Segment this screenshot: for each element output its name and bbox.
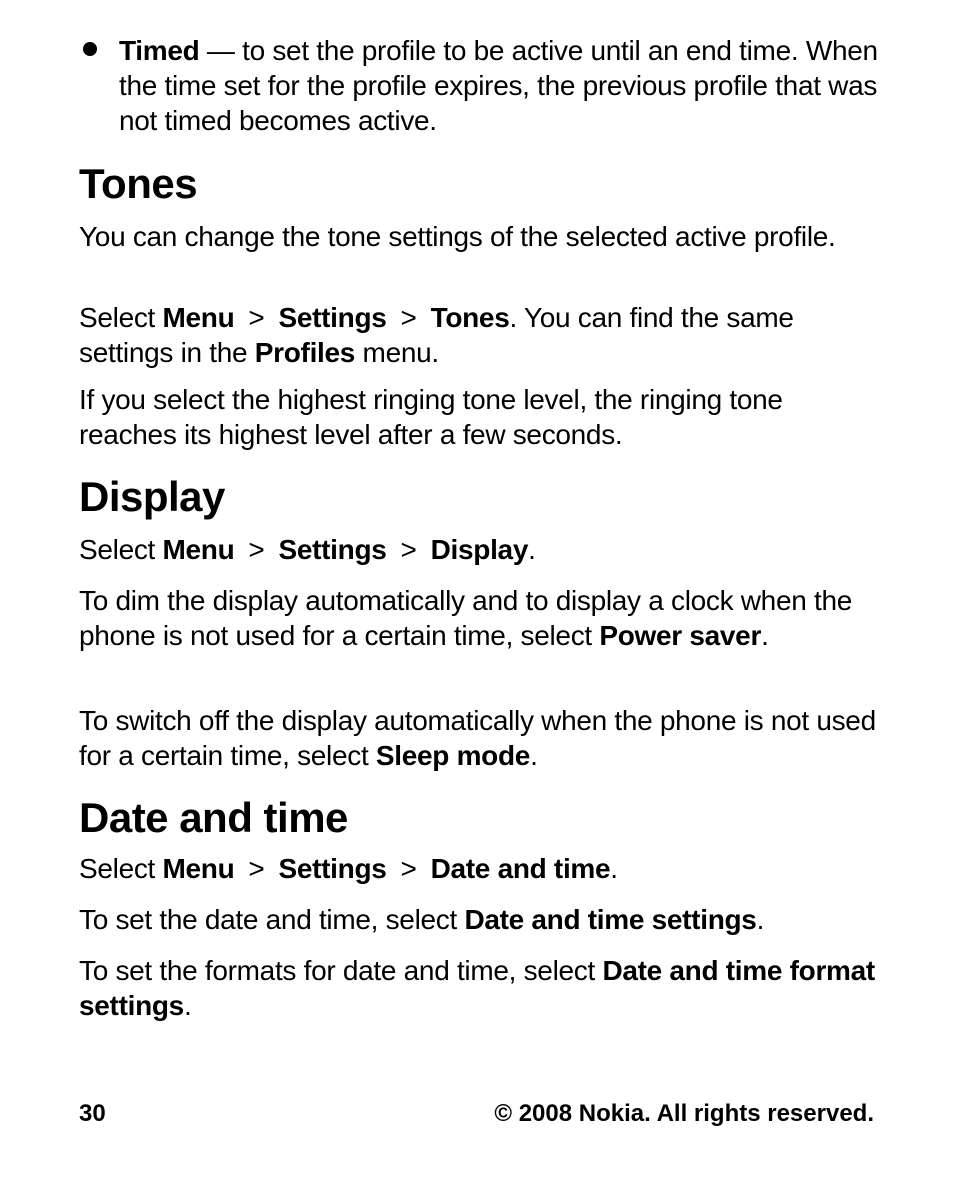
heading-tones: Tones	[79, 160, 198, 207]
power-saver-label: Power saver	[599, 620, 762, 651]
tones-paragraph-1: You can change the tone settings of the selected active profile.	[79, 221, 836, 252]
timed-description: — to set the profile to be active until an end time. When the time set for the profile expires, the previous profile that was not timed becomes active.	[119, 35, 878, 136]
bullet-item-timed	[79, 33, 879, 138]
copyright-notice: © 2008 Nokia. All rights reserved.	[494, 1100, 874, 1127]
display-paragraph-1: Select Menu > Settings > Display.	[79, 534, 536, 565]
heading-date-and-time: Date and time	[79, 794, 348, 841]
bullet-text	[119, 33, 879, 138]
path-separator: >	[248, 534, 265, 565]
menu-label: Menu	[162, 534, 235, 565]
term-timed: Timed	[119, 35, 200, 66]
date-time-paragraph-3: To set the formats for date and time, select Date and time format settings.	[79, 955, 875, 1021]
tones-label: Tones	[430, 302, 510, 333]
bullet-dot-icon	[83, 42, 97, 56]
tones-paragraph-2: Select Menu > Settings > Tones. You can find the same settings in the Profiles menu.	[79, 302, 794, 368]
settings-label: Settings	[278, 853, 387, 884]
display-paragraph-2: To dim the display automatically and to display a clock when the phone is not used for a certain time, select Power saver.	[79, 585, 853, 651]
path-separator: >	[400, 534, 417, 565]
path-separator: >	[400, 853, 417, 884]
date-time-settings-label: Date and time settings	[464, 904, 757, 935]
sleep-mode-label: Sleep mode	[375, 740, 531, 771]
path-separator: >	[248, 302, 265, 333]
date-time-paragraph-2: To set the date and time, select Date and time settings.	[79, 904, 765, 935]
tones-paragraph-3: If you select the highest ringing tone level, the ringing tone reaches its highest level after a few seconds.	[79, 384, 783, 450]
profiles-label: Profiles	[254, 337, 356, 368]
date-time-format-label: Date and time format settings	[79, 955, 875, 1021]
date-time-paragraph-1: Select Menu > Settings > Date and time.	[79, 853, 618, 884]
date-and-time-label: Date and time	[430, 853, 611, 884]
path-separator: >	[248, 853, 265, 884]
heading-display: Display	[79, 473, 225, 520]
menu-label: Menu	[162, 302, 235, 333]
page-number: 30	[79, 1100, 106, 1127]
settings-label: Settings	[278, 534, 387, 565]
menu-label: Menu	[162, 853, 235, 884]
display-label: Display	[430, 534, 529, 565]
display-paragraph-3: To switch off the display automatically when the phone is not used for a certain time, select Sleep mode.	[79, 705, 876, 771]
settings-label: Settings	[278, 302, 387, 333]
path-separator: >	[400, 302, 417, 333]
